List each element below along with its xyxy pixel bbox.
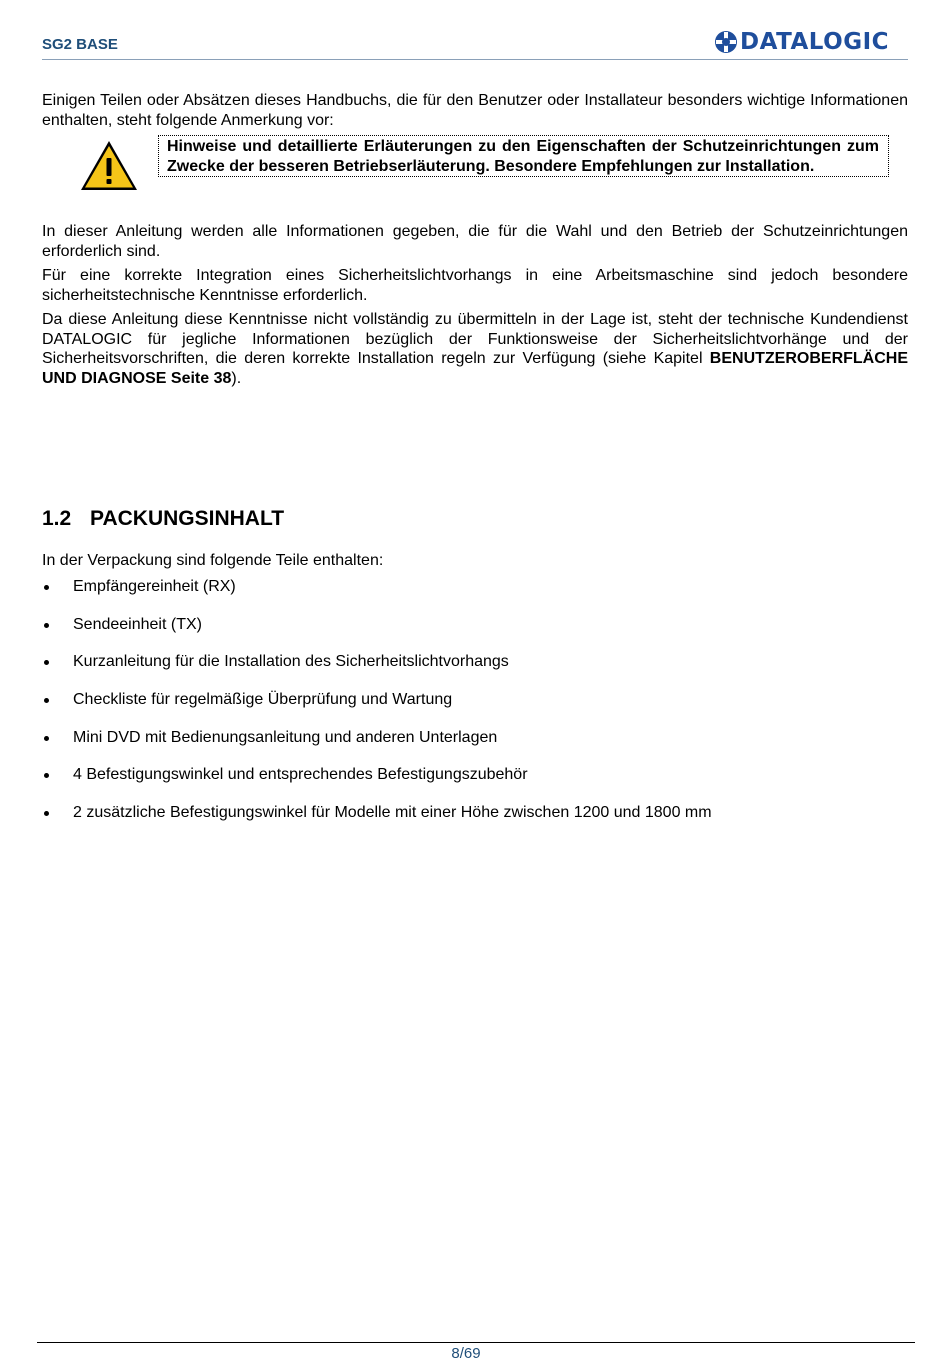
package-contents-list: [42, 577, 712, 841]
section-title: PACKUNGSINHALT: [90, 507, 285, 530]
datalogic-logo: [714, 28, 910, 56]
bullet-icon: [44, 585, 49, 590]
footer-divider: [37, 1342, 915, 1343]
list-item: [42, 577, 712, 615]
bullet-icon: [44, 623, 49, 628]
list-item: [42, 803, 712, 841]
list-item-text: Mini DVD mit Bedienungsanleitung und anderen Unterlagen: [73, 728, 498, 746]
section-number: 1.2: [42, 507, 72, 530]
datalogic-logo-icon: [714, 30, 738, 54]
document-title: SG2 BASE: [42, 36, 118, 53]
list-item-text: 2 zusätzliche Befestigungswinkel für Modelle mit einer Höhe zwischen 1200 und 1800 mm: [73, 804, 712, 822]
list-item: [42, 615, 712, 653]
list-item-text: Empfängereinheit (RX): [73, 578, 236, 595]
support-text: Da diese Anleitung diese Kenntnisse nicht vollständig zu übermitteln in der Lage ist, steht der technische Kundendienst DATALOGIC für jegliche Informationen bezüglich der Funktionsweise der Sicherheitslichtvorhänge und der Sicherheitsvorschriften, die deren korrekte Installation regeln zur Verfügung (siehe Kapitel: [42, 311, 908, 367]
bullet-icon: [44, 660, 49, 665]
bullet-icon: [44, 736, 49, 741]
bullet-icon: [44, 773, 49, 778]
list-item: [42, 652, 712, 690]
paragraph-integration: Für eine korrekte Integration eines Sicherheitslichtvorhangs in eine Arbeitsmaschine sind jedoch besondere sicherheitstechnische Kenntnisse erforderlich.: [42, 267, 908, 304]
bullet-icon: [44, 811, 49, 816]
paragraph-support: [42, 310, 908, 388]
list-item-text: Sendeeinheit (TX): [73, 615, 202, 633]
note-box: Hinweise und detaillierte Erläuterungen zu den Eigenschaften der Schutzeinrichtungen zum Zwecke der besseren Betriebserläuterung. Besondere Empfehlungen zur Installation.: [158, 135, 889, 177]
intro-paragraph: Einigen Teilen oder Absätzen dieses Handbuchs, die für den Benutzer oder Installateur besonders wichtige Informationen enthalten, steht folgende Anmerkung vor:: [42, 92, 908, 129]
list-item-text: Checkliste für regelmäßige Überprüfung und Wartung: [73, 691, 453, 709]
list-item: [42, 728, 712, 766]
list-item-text: Kurzanleitung für die Installation des Sicherheitslichtvorhangs: [73, 653, 509, 671]
paragraph-scope: In dieser Anleitung werden alle Informationen gegeben, die für die Wahl und den Betrieb der Schutzeinrichtungen erforderlich sind.: [42, 223, 908, 260]
list-item-text: 4 Befestigungswinkel und entsprechendes Befestigungszubehör: [73, 766, 528, 784]
list-item: [42, 765, 712, 803]
bullet-icon: [44, 698, 49, 703]
list-item: [42, 690, 712, 728]
section-heading: [42, 507, 284, 531]
logo-text: DATALOGIC: [740, 29, 890, 55]
chapter-reference: BENUTZEROBERFLÄCHE UND DIAGNOSE Seite 38: [42, 350, 908, 387]
section-intro: In der Verpackung sind folgende Teile enthalten:: [42, 552, 384, 569]
header-divider: [42, 59, 908, 60]
support-text-end: ).: [231, 369, 242, 387]
page-number: 8/69: [451, 1345, 481, 1362]
warning-icon: [78, 138, 140, 193]
